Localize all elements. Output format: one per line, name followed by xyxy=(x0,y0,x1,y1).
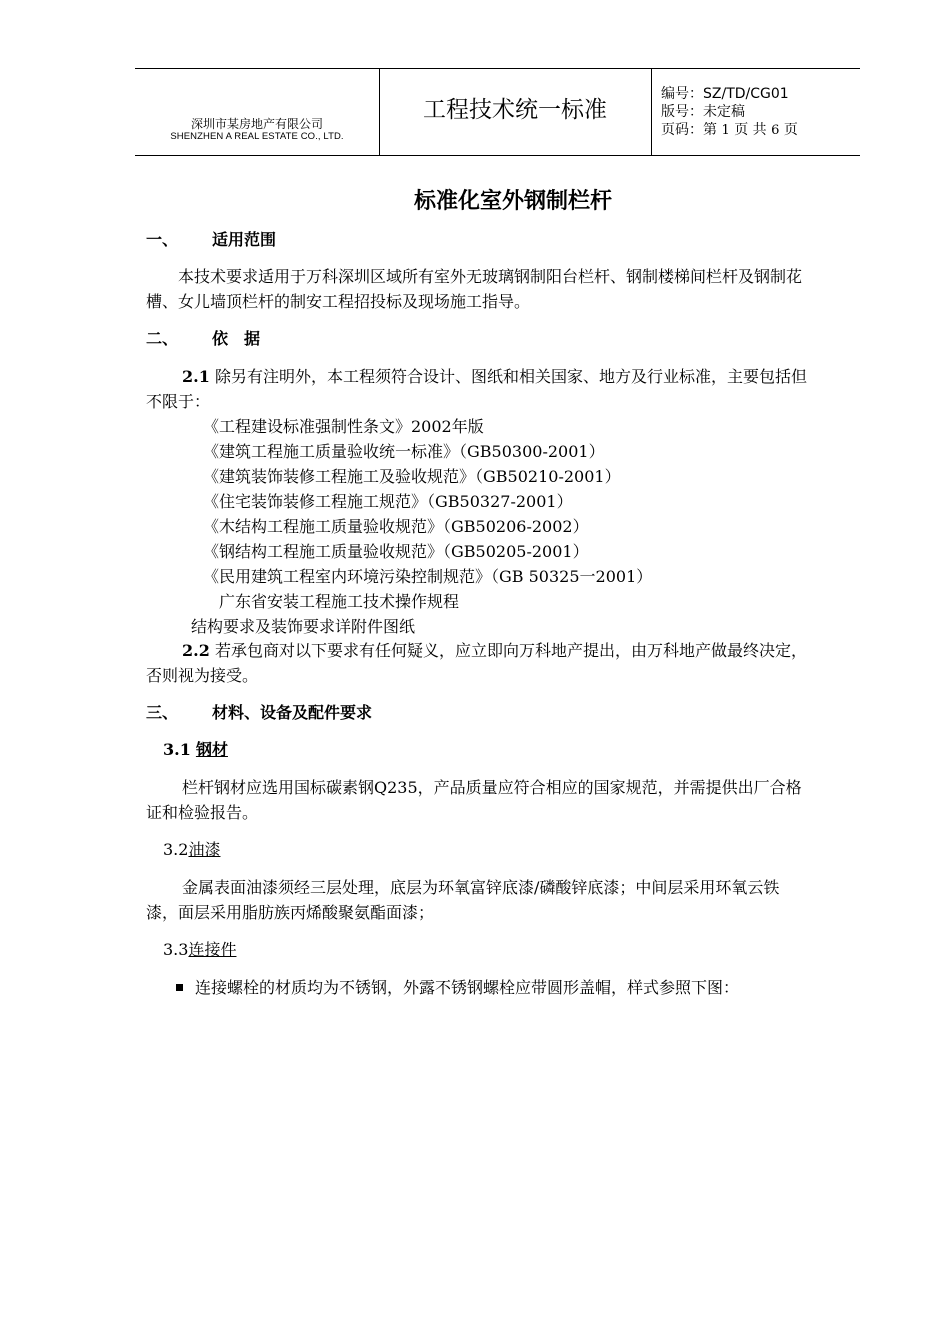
header-divider xyxy=(651,69,652,155)
subsection-3-2 xyxy=(163,838,220,862)
reference-item: 《住宅装饰装修工程施工规范》（GB50327-2001） xyxy=(203,492,573,511)
doc-version xyxy=(661,103,798,121)
section-title: 依 据 xyxy=(212,329,261,348)
section-1-body: 本技术要求适用于万科深圳区域所有室外无玻璃钢制阳台栏杆、钢制楼梯间栏杆及钢制花槽、女儿墙顶栏杆的制安工程招投标及现场施工指导。 xyxy=(146,267,803,311)
section-heading-1 xyxy=(146,228,276,252)
subsection-title: 钢材 xyxy=(195,740,228,759)
section-number: 二、 xyxy=(146,329,179,348)
page-number xyxy=(661,121,798,140)
company-name-en: SHENZHEN A REAL ESTATE CO., LTD. xyxy=(170,131,344,142)
company-name xyxy=(135,117,379,143)
clause-2-1 xyxy=(146,364,810,414)
header-meta xyxy=(661,85,798,140)
clause-number: 2.2 xyxy=(182,641,210,660)
page-label: 页码： xyxy=(661,122,703,138)
reference-item: 结构要求及装饰要求详附件图纸 xyxy=(191,617,416,636)
clause-number: 2.1 xyxy=(182,367,210,386)
subsection-3-3-body xyxy=(146,975,810,1000)
reference-item: 《建筑工程施工质量验收统一标准》（GB50300-2001） xyxy=(203,442,605,461)
company-name-cn: 深圳市某房地产有限公司 xyxy=(190,117,323,131)
doc-code-label: 编号： xyxy=(661,86,703,102)
section-heading-2 xyxy=(146,327,260,351)
page-text: 页 共 xyxy=(734,122,767,138)
doc-version-value: 未定稿 xyxy=(703,104,745,120)
doc-code-value: SZ/TD/CG01 xyxy=(703,86,789,102)
section-heading-3 xyxy=(146,701,372,725)
page-text: 第 xyxy=(703,122,717,138)
doc-version-label: 版号： xyxy=(661,104,703,120)
reference-item: 《工程建设标准强制性条文》2002年版 xyxy=(203,417,484,436)
page-text: 页 xyxy=(783,122,798,138)
subsection-title: 连接件 xyxy=(188,940,237,959)
clause-text: 若承包商对以下要求有任何疑义，应立即向万科地产提出，由万科地产做最终决定，否则视为接受。 xyxy=(146,641,807,685)
subsection-3-2-body: 金属表面油漆须经三层处理，底层为环氧富锌底漆/磷酸锌底漆；中间层采用环氧云铁漆，面层采用脂肪族丙烯酸聚氨酯面漆； xyxy=(146,878,780,922)
document-header xyxy=(135,68,860,156)
reference-item: 广东省安装工程施工技术操作规程 xyxy=(219,592,460,611)
section-number: 一、 xyxy=(146,230,179,249)
clause-text: 除另有注明外，本工程须符合设计、图纸和相关国家、地方及行业标准，主要包括但不限于： xyxy=(146,367,807,411)
subsection-number: 3.2 xyxy=(163,840,189,859)
page-total: 6 xyxy=(771,123,780,138)
subsection-number: 3.1 xyxy=(163,740,191,759)
reference-item: 《建筑装饰装修工程施工及验收规范》（GB50210-2001） xyxy=(203,467,621,486)
subsection-number: 3.3 xyxy=(163,940,189,959)
bullet-square-icon xyxy=(176,984,183,991)
subsection-title: 油漆 xyxy=(188,840,221,859)
page-title: 标准化室外钢制栏杆 xyxy=(413,189,612,214)
bullet-text: 连接螺栓的材质均为不锈钢，外露不锈钢螺栓应带圆形盖帽，样式参照下图： xyxy=(195,978,740,997)
reference-item: 《木结构工程施工质量验收规范》（GB50206-2002） xyxy=(203,517,589,536)
subsection-3-1 xyxy=(163,738,228,762)
header-title: 工程技术统一标准 xyxy=(423,97,607,123)
reference-item: 《钢结构工程施工质量验收规范》（GB50205-2001） xyxy=(203,542,589,561)
page-current: 1 xyxy=(721,123,730,138)
reference-item: 《民用建筑工程室内环境污染控制规范》（GB 50325一2001） xyxy=(203,567,653,586)
section-title: 材料、设备及配件要求 xyxy=(212,703,373,722)
subsection-3-1-body: 栏杆钢材应选用国标碳素钢Q235，产品质量应符合相应的国家规范，并需提供出厂合格证和检验报告。 xyxy=(146,778,802,822)
doc-code xyxy=(661,85,798,103)
clause-2-2 xyxy=(146,638,810,688)
section-title: 适用范围 xyxy=(212,230,277,249)
subsection-3-3 xyxy=(163,938,236,962)
section-number: 三、 xyxy=(146,703,179,722)
